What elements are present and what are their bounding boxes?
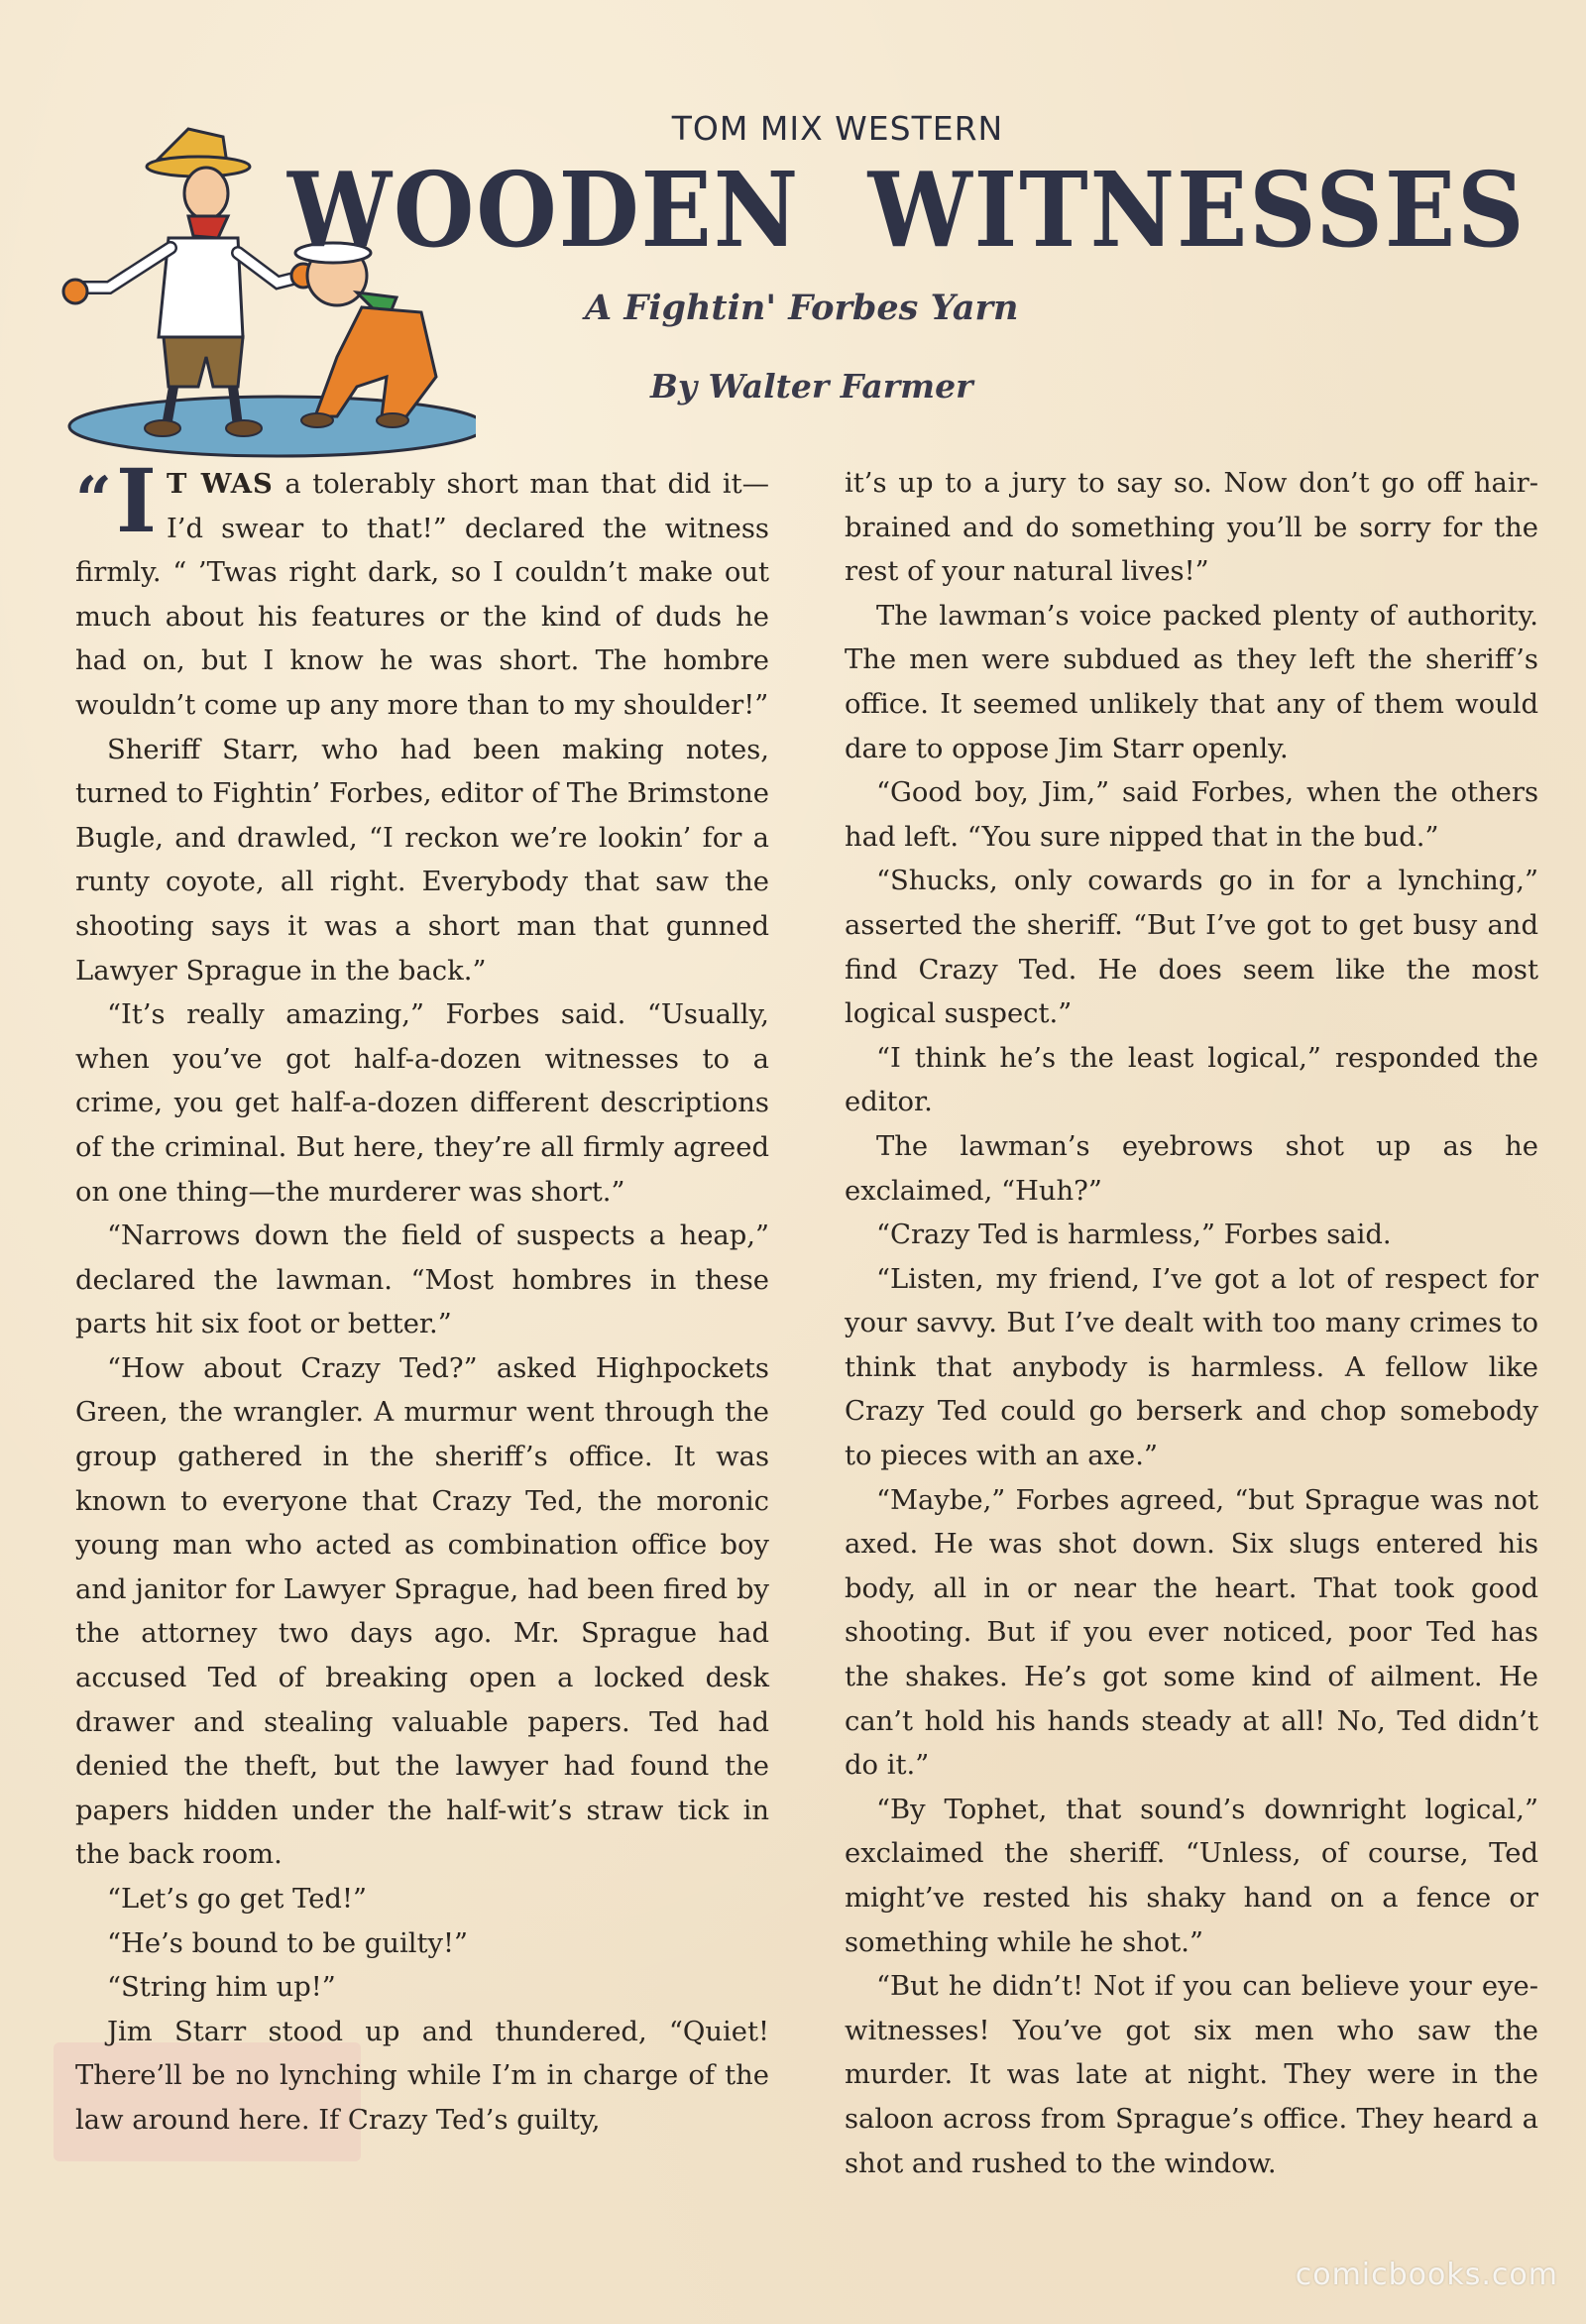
paragraph: The lawman’s eyebrows shot up as he exclaimed, “Huh?” <box>845 1130 1538 1207</box>
paragraph: “Maybe,” Forbes agreed, “but Sprague was not axed. He was shot down. Six slugs entered his body, all in or near the heart. That took good shooting. But if you ever noticed, poor Ted has the shakes. He’s got some kind of ailment. He can’t hold his hands steady at all! No, Ted didn’t do it.” <box>845 1484 1538 1782</box>
story-title: WOODEN WITNESSES <box>287 149 1527 271</box>
lead-caps: T WAS <box>166 468 274 500</box>
paragraph: “By Tophet, that sound’s downright logical,” exclaimed the sheriff. “Unless, of course, Ted might’ve rested his shaky hand on a fence or something while he shot.” <box>845 1794 1538 1958</box>
paragraph: “Good boy, Jim,” said Forbes, when the others had left. “You sure nipped that in the bud.” <box>845 777 1538 853</box>
paragraph: “He’s bound to be guilty!” <box>107 1927 468 1959</box>
paragraph: “Let’s go get Ted!” <box>107 1884 367 1915</box>
paragraph: it’s up to a jury to say so. Now don’t go off hair-brained and do something you’ll be sorry for the rest of your natural lives!” <box>845 468 1538 588</box>
paragraph-text: a tolerably short man that did it—I’d swear to that!” declared the witness firmly. “ ’Twas right dark, so I couldn’t make out much about his features or the kind of duds he had on, but I know he was short. The hombre wouldn’t come up any more than to my shoulder!” <box>75 469 769 721</box>
story-byline: By Walter Farmer <box>650 367 973 406</box>
paragraph: “I think he’s the least logical,” responded the editor. <box>845 1042 1538 1118</box>
story-subtitle: A Fightin' Forbes Yarn <box>585 288 1019 328</box>
paragraph: “But he didn’t! Not if you can believe your eye-witnesses! You’ve got six men who saw the murder. It was late at night. They were in the saloon across from Sprague’s office. They heard a shot and rushed to the window. <box>845 1971 1538 2179</box>
cartoon-cowboys-illustration-icon <box>40 89 476 466</box>
paragraph: “It’s really amazing,” Forbes said. “Usually, when you’ve got half-a-dozen witnesses to a crime, you get half-a-dozen different descriptions of the criminal. But here, they’re all firmly agreed on one thing—the murderer was short.” <box>75 999 769 1208</box>
site-watermark: comicbooks.com <box>1295 2258 1558 2292</box>
paragraph: “How about Crazy Ted?” asked Highpockets Green, the wrangler. A murmur went through the group gathered in the sheriff’s office. It was known to everyone that Crazy Ted, the moronic young man who acted as combination office boy and janitor for Lawyer Sprague, had been fired by the attorney two days ago. Mr. Sprague had accused Ted of breaking open a locked desk drawer and stealing valuable papers. Ted had denied the theft, but the lawyer had found the papers hidden under the half-wit’s straw tick in the back room. <box>75 1352 769 1871</box>
drop-cap: “I <box>75 449 157 552</box>
paragraph: “Crazy Ted is harmless,” Forbes said. <box>876 1220 1392 1251</box>
paragraph: “String him up!” <box>107 1972 336 2004</box>
paragraph: Sheriff Starr, who had been making notes, turned to Fightin’ Forbes, editor of The Brimstone Bugle, and drawled, “I reckon we’re lookin’ for a runty coyote, all right. Everybody that saw the shooting says it was a short man that gunned Lawyer Sprague in the back.” <box>75 734 769 987</box>
paragraph: “Narrows down the field of suspects a heap,” declared the lawman. “Most hombres in these parts hit six foot or better.” <box>75 1220 769 1340</box>
paragraph: Jim Starr stood up and thundered, “Quiet! There’ll be no lynching while I’m in charge of the law around here. If Crazy Ted’s guilty, <box>75 2016 769 2136</box>
column-left <box>75 449 769 2144</box>
paragraph: “Listen, my friend, I’ve got a lot of respect for your savvy. But I’ve dealt with too many crimes to think that anybody is harmless. A fellow like Crazy Ted could go berserk and chop somebody to pieces with an axe.” <box>845 1263 1538 1472</box>
column-right <box>845 462 1538 2186</box>
lead-paragraph <box>75 449 769 729</box>
paragraph: The lawman’s voice packed plenty of authority. The men were subdued as they left the sheriff’s office. It seemed unlikely that any of them would dare to oppose Jim Starr openly. <box>845 600 1538 764</box>
series-title: TOM MIX WESTERN <box>671 109 1004 148</box>
paragraph: “Shucks, only cowards go in for a lynching,” asserted the sheriff. “But I’ve got to get busy and find Crazy Ted. He does seem like the most logical suspect.” <box>845 866 1538 1030</box>
